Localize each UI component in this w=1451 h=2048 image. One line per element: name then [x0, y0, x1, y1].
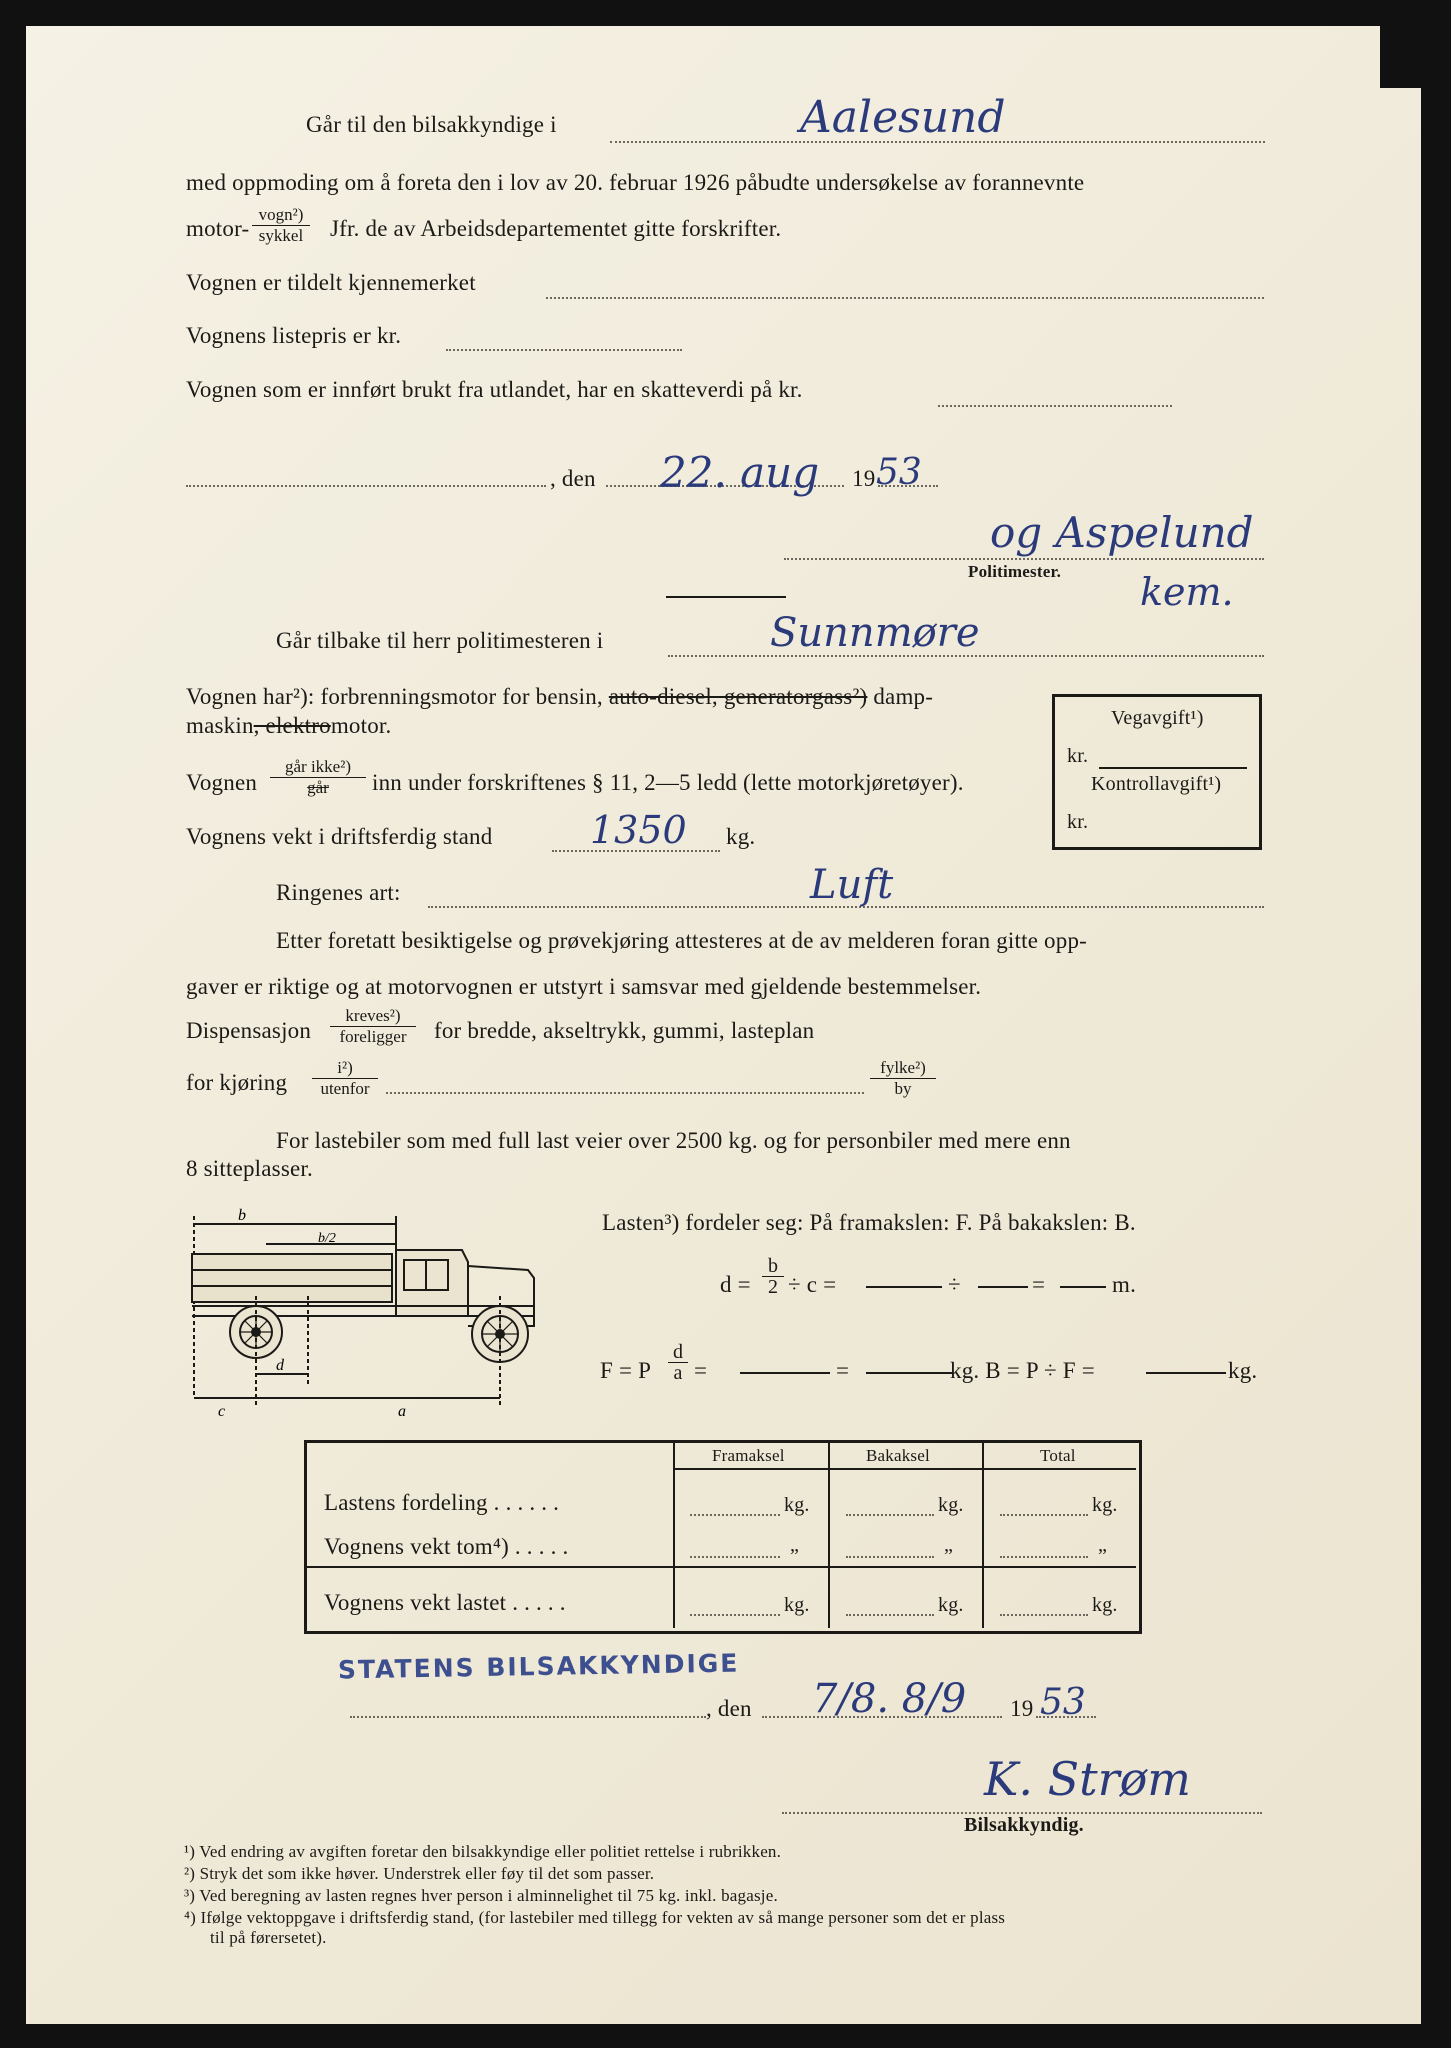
- row3-col1-unit: kg.: [784, 1594, 810, 1616]
- weight-label: Vognens vekt i driftsferdig stand: [186, 824, 493, 849]
- header-framaksel: Framaksel: [712, 1446, 785, 1465]
- page-corner: [1380, 26, 1421, 88]
- dispensasjon-label: Dispensasjon: [186, 1018, 312, 1043]
- d-eq: d =: [720, 1272, 751, 1297]
- vognen-label: Vognen: [186, 770, 258, 795]
- statens-stamp: STATENS BILSAKKYNDIGE: [337, 1648, 740, 1685]
- table-col-line-1: [673, 1443, 675, 1628]
- lastebil-line-1: For lastebiler som med full last veier over 2500 kg. og for personbiler med mere enn: [276, 1128, 1071, 1153]
- closing-date-handwriting: 7/8. 8/9: [812, 1676, 967, 1722]
- table-row-divider: [307, 1566, 1136, 1568]
- forskrift-text: inn under forskriftenes § 11, 2—5 ledd (lette motorkjøretøyer).: [372, 770, 964, 795]
- politimester-line: [784, 558, 1264, 560]
- f-blank-2: [866, 1372, 952, 1374]
- f-blank-1: [740, 1372, 830, 1374]
- engine-damp: damp-: [873, 684, 934, 709]
- date-handwriting: 22. aug: [660, 448, 820, 497]
- vegavgift-line: [1099, 767, 1247, 769]
- list-price-label: Vognens listepris er kr.: [186, 323, 402, 348]
- i-utenfor-fraction: [312, 1058, 378, 1099]
- header-bakaksel: Bakaksel: [866, 1446, 930, 1465]
- assigned-mark-line: [546, 297, 1264, 299]
- diagram-d-label: d: [276, 1357, 284, 1374]
- gar-fraction: [270, 757, 366, 798]
- dispensasjon-tail: for bredde, akseltrykk, gummi, lasteplan: [434, 1018, 815, 1043]
- footnote-4-cont: til på førersetet).: [210, 1928, 327, 1947]
- row-vognens-vekt-tom: Vognens vekt tom⁴) . . . . .: [324, 1534, 569, 1559]
- police-signature-handwriting: og Aspelund: [990, 508, 1254, 557]
- f-eq2: =: [694, 1358, 708, 1383]
- table-col-line-3: [982, 1443, 984, 1628]
- for-kjoring-label: for kjøring: [186, 1070, 288, 1095]
- goes-to-handwriting: Aalesund: [800, 92, 1006, 143]
- truck-diagram: [188, 1196, 568, 1422]
- minus-c: ÷ c =: [788, 1272, 837, 1297]
- a-denominator: a: [673, 1362, 683, 1384]
- den-label: , den: [550, 466, 596, 491]
- closing-den: , den: [706, 1696, 752, 1721]
- imported-line: [938, 405, 1172, 407]
- footnote-3: ³) Ved beregning av lasten regnes hver person i alminnelighet til 75 kg. inkl. bagasje.: [184, 1886, 778, 1905]
- table-col-line-2: [828, 1443, 830, 1628]
- eq-sign: =: [1032, 1272, 1046, 1297]
- row3-col2-unit: kg.: [938, 1594, 964, 1616]
- gar-option: går: [307, 778, 329, 797]
- by-option: by: [894, 1079, 912, 1098]
- vegavgift-kr: kr.: [1067, 745, 1089, 767]
- m-unit: m.: [1112, 1272, 1137, 1297]
- fee-box: [1052, 694, 1262, 850]
- row1-col3-unit: kg.: [1092, 1494, 1118, 1516]
- closing-place-line: [350, 1716, 706, 1718]
- bilsakkyndig-label: Bilsakkyndig.: [964, 1814, 1084, 1836]
- row1-col1-unit: kg.: [784, 1494, 810, 1516]
- inspector-signature-handwriting: K. Strøm: [984, 1752, 1191, 1806]
- diagram-b2-label: b/2: [318, 1231, 336, 1246]
- goes-to-label: Går til den bilsakkyndige i: [306, 112, 557, 137]
- utenfor-option: utenfor: [320, 1079, 370, 1098]
- row1-col3-line: [1000, 1514, 1088, 1516]
- row2-col3-unit: „: [1098, 1534, 1108, 1556]
- row2-col2-line: [846, 1556, 934, 1558]
- kjoring-line: [386, 1092, 864, 1094]
- table-header-line: [675, 1468, 1136, 1470]
- kontrollavgift-kr: kr.: [1067, 811, 1089, 833]
- row2-col2-unit: „: [944, 1534, 954, 1556]
- vogn-sykkel-fraction: [252, 205, 310, 246]
- list-price-line: [446, 349, 682, 351]
- row2-col1-unit: „: [790, 1534, 800, 1556]
- section-divider: [666, 596, 786, 598]
- d-blank-1: [866, 1286, 942, 1288]
- imported-label: Vognen som er innført brukt fra utlandet, har en skatteverdi på kr.: [186, 377, 803, 402]
- header-total: Total: [1040, 1446, 1076, 1465]
- row2-col3-line: [1000, 1556, 1088, 1558]
- tyres-label: Ringenes art:: [276, 880, 401, 905]
- weight-handwriting: 1350: [590, 808, 687, 852]
- closing-year-prefix: 19: [1010, 1696, 1034, 1721]
- diagram-c-label: c: [218, 1403, 226, 1420]
- year-handwriting: 53: [876, 452, 922, 493]
- d-blank-2: [978, 1286, 1028, 1288]
- b-over-2: [762, 1256, 784, 1297]
- fylke-option: fylke²): [870, 1058, 936, 1079]
- kg-end: kg.: [1228, 1358, 1258, 1383]
- row1-col2-line: [846, 1514, 934, 1516]
- engine-prefix: [186, 684, 933, 710]
- weight-unit: kg.: [726, 824, 756, 849]
- row3-col2-line: [846, 1614, 934, 1616]
- politimester-label: Politimester.: [968, 562, 1062, 581]
- tyres-handwriting: Luft: [810, 862, 894, 908]
- foreligger-option: foreligger: [339, 1027, 407, 1046]
- engine-maskin: maskin: [186, 713, 254, 738]
- two-denominator: 2: [768, 1276, 778, 1298]
- row2-col1-line: [690, 1556, 780, 1558]
- b-blank: [1146, 1372, 1226, 1374]
- d-over-a: [668, 1342, 688, 1383]
- row3-col3-unit: kg.: [1092, 1594, 1118, 1616]
- kontrollavgift-label: Kontrollavgift¹): [1091, 773, 1222, 795]
- f-eq: F = P: [600, 1358, 652, 1383]
- engine-prefix-text: Vognen har²): forbrenningsmotor for bensin,: [186, 684, 603, 709]
- row1-col2-unit: kg.: [938, 1494, 964, 1516]
- row3-col3-line: [1000, 1614, 1088, 1616]
- b-numerator: b: [762, 1256, 784, 1277]
- fylke-by-fraction: [870, 1058, 936, 1099]
- div-sign: ÷: [948, 1272, 961, 1297]
- footnote-2: ²) Stryk det som ikke høver. Understrek eller føy til det som passer.: [184, 1864, 655, 1883]
- kreves-fraction: [330, 1006, 416, 1047]
- place-line: [186, 485, 546, 487]
- gar-ikke-option: går ikke²): [270, 757, 366, 778]
- police-signature-suffix: kem.: [1140, 570, 1234, 614]
- i-option: i²): [312, 1058, 378, 1079]
- sykkel-option: sykkel: [258, 226, 304, 245]
- footnote-1: ¹) Ved endring av avgiften foretar den bilsakkyndige eller politiet rettelse i rubrikken.: [184, 1842, 782, 1861]
- assigned-mark-label: Vognen er tildelt kjennemerket: [186, 270, 476, 295]
- diagram-b-label: b: [238, 1207, 246, 1224]
- d-blank-3: [1060, 1286, 1106, 1288]
- attest-line-2: gaver er riktige og at motorvognen er utstyrt i samsvar med gjeldende bestemmelser.: [186, 974, 982, 999]
- goes-back-label: Går tilbake til herr politimesteren i: [276, 628, 604, 653]
- footnote-4: ⁴) Ifølge vektoppgave i driftsferdig stand, (for lastebiler med tillegg for vekten av så mange personer som det er plass: [184, 1908, 1006, 1927]
- lasten-text: Lasten³) fordeler seg: På framakslen: F. På bakakslen: B.: [602, 1210, 1136, 1235]
- attest-line-1: Etter foretatt besiktigelse og prøvekjøring attesteres at de av melderen foran gitte opp-: [276, 928, 1088, 953]
- engine-struck-elektro: , elektro: [253, 713, 331, 738]
- lastebil-line-2: 8 sitteplasser.: [186, 1156, 313, 1181]
- kg-b-eq: kg. B = P ÷ F =: [950, 1358, 1095, 1383]
- d-numerator: d: [668, 1342, 688, 1363]
- motor-prefix: motor-: [186, 216, 250, 241]
- year-prefix: 19: [852, 466, 876, 491]
- jfr-text: Jfr. de av Arbeidsdepartementet gitte forskrifter.: [330, 216, 782, 241]
- goes-back-handwriting: Sunnmøre: [770, 610, 980, 656]
- kreves-option: kreves²): [330, 1006, 416, 1027]
- engine-struck-options: auto-diesel, generatorgass²): [608, 684, 868, 709]
- diagram-a-label: a: [398, 1403, 406, 1420]
- row1-col1-line: [690, 1514, 780, 1516]
- engine-motor: motor.: [330, 713, 392, 738]
- row-lastens-fordeling: Lastens fordeling . . . . . .: [324, 1490, 560, 1515]
- f-eq3: =: [836, 1358, 850, 1383]
- request-line: med oppmoding om å foreta den i lov av 20. februar 1926 påbudte undersøkelse av forannevnte: [186, 170, 1085, 195]
- closing-year-handwriting: 53: [1040, 1682, 1086, 1723]
- engine-line-2: [186, 713, 391, 739]
- vogn-option: vogn²): [252, 205, 310, 226]
- row3-col1-line: [690, 1614, 780, 1616]
- row-vognens-vekt-lastet: Vognens vekt lastet . . . . .: [324, 1590, 566, 1615]
- vegavgift-label: Vegavgift¹): [1111, 707, 1204, 729]
